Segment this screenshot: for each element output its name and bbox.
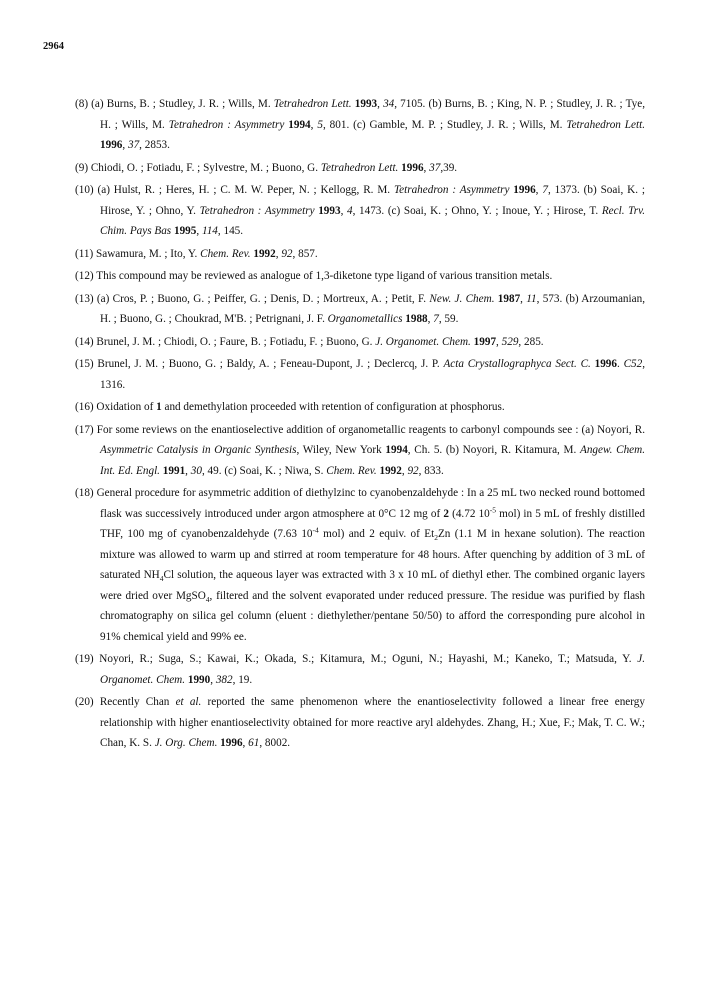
ref-15-text: . [616, 358, 624, 370]
ref-14-text: J. Organomet. Chem. [375, 335, 471, 348]
ref-10-text: , 145. [217, 225, 244, 237]
ref-13-text: Organometallics [327, 313, 403, 325]
ref-19-text: 1990 [187, 673, 211, 686]
ref-17-text: Asymmetric Catalysis in Organic Synthesis [100, 444, 297, 456]
ref-10-text: 4 [347, 204, 353, 217]
reference-list [75, 94, 645, 754]
ref-8-text: , [377, 98, 384, 110]
ref-13-text: 1988 [405, 313, 428, 325]
ref-17-text: , 49. (c) Soai, K. ; Niwa, S. [201, 464, 327, 477]
ref-17-text: 1994 [385, 444, 408, 456]
ref-8-text: Tetrahedron : Asymmetry [168, 118, 285, 131]
ref-14-text: 1997 [473, 335, 497, 348]
ref-18-text: mol) in 5 mL of freshly distilled THF, 100 mg of cyanobenzaldehyde (7.63 10 [100, 507, 646, 540]
ref-8-text: , [122, 139, 128, 151]
ref-18-text: -4 [312, 525, 319, 535]
ref-10-text: 7 [542, 184, 548, 196]
ref-19-text: (19) Noyori, R.; Suga, S.; Kawai, K.; Okada, S.; Kitamura, M.; Oguni, N.; Hayashi, M.; Kaneko, T.; Matsuda, Y. [75, 653, 638, 665]
ref-11-text: 92 [281, 247, 293, 260]
ref-13-text: , [427, 313, 434, 325]
ref-11 [75, 244, 645, 265]
ref-13 [75, 289, 645, 330]
ref-10-text: , 1373. (b) Soai, K. ; Hirose, Y. ; Ohno, Y. [100, 184, 645, 217]
ref-18-text: 4 [159, 574, 164, 584]
ref-10 [75, 180, 645, 242]
ref-13-text: New. J. Chem. [429, 292, 495, 305]
ref-18-text: 2 [443, 507, 449, 520]
ref-10-text: , [535, 184, 543, 196]
ref-10-text: , 1473. (c) Soai, K. ; Ohno, Y. ; Inoue, Y. ; Hirose, T. [352, 204, 602, 217]
ref-8 [75, 94, 645, 156]
ref-16-text: and demethylation proceeded with retention of configuration at phosphorus. [161, 401, 505, 413]
ref-10-text: 114 [201, 225, 218, 237]
ref-10-text: Recl. Trv. Chim. Pays Bas [100, 204, 646, 237]
ref-20-text: (20) Recently Chan [75, 696, 176, 708]
ref-18-text: -5 [489, 504, 497, 514]
ref-14-text: 529 [501, 335, 519, 348]
ref-19-text: , [210, 673, 216, 686]
ref-9-text: 1996 [401, 161, 424, 174]
ref-8-text: , [310, 118, 318, 131]
ref-10-text: , [340, 204, 347, 217]
ref-8-text: 1994 [288, 118, 311, 131]
ref-10-text: 1993 [318, 204, 341, 217]
ref-19-text: , 19. [232, 673, 253, 686]
ref-20-text: et al. [175, 696, 202, 708]
ref-9 [75, 158, 645, 179]
ref-17-text: , 833. [418, 464, 444, 477]
ref-13-text: , [520, 292, 527, 305]
ref-13-text: 1987 [497, 292, 521, 305]
ref-9-text: 37 [429, 161, 441, 174]
ref-14 [75, 332, 645, 353]
ref-8-text: , 2853. [139, 139, 170, 151]
ref-8-text: , 801. (c) Gamble, M. P. ; Studley, J. R. ; Wills, M. [322, 118, 567, 131]
ref-10-text: Tetrahedron : Asymmetry [393, 184, 510, 196]
ref-16 [75, 397, 645, 418]
ref-18-text: mol) and 2 equiv. of Et [318, 528, 435, 540]
ref-20-text: 1996 [220, 737, 243, 749]
ref-10-text: Tetrahedron : Asymmetry [199, 204, 315, 217]
ref-17-text: , Wiley, New York [296, 444, 386, 456]
ref-18-text: (4.72 10 [448, 507, 490, 520]
ref-18-text: 4 [205, 594, 210, 604]
ref-17-text: Angew. Chem. Int. Ed. Engl. [100, 444, 646, 477]
ref-19 [75, 649, 645, 690]
ref-8-text: Tetrahedron Lett. [273, 98, 352, 110]
ref-17-text: 1992 [379, 464, 402, 477]
ref-13-text: , 573. (b) Arzoumanian, H. ; Buono, G. ; Choukrad, M'B. ; Petrignani, J. F. [100, 292, 645, 325]
ref-18-text: , filtered and the solvent evaporated under reduced pressure. The residue was purified by flash chromatography on silica gel column (eluent : diethylether/pentane 50/50) to afford the corresponding pure alcohol in 91% chemical yield and 99% ee. [100, 589, 645, 643]
ref-18-text: (18) General procedure for asymmetric addition of diethylzinc to cyanobenzaldehyde : In a 25 mL two necked round bottomed flask was successively introduced under argon atmosphere at 0°C 12 mg of [75, 487, 645, 520]
ref-15-text: (15) Brunel, J. M. ; Buono, G. ; Baldy, A. ; Feneau-Dupont, J. ; Declercq, J. P. [75, 358, 444, 370]
ref-18-text: 2 [434, 533, 438, 543]
ref-13-text: , 59. [438, 313, 459, 325]
ref-19-text: J. Organomet. Chem. [100, 653, 645, 686]
ref-8-text: 5 [317, 118, 323, 131]
ref-11-text: Chem. Rev. [200, 247, 251, 260]
ref-8-text: 1993 [354, 98, 378, 110]
ref-8-text: Tetrahedron Lett. [566, 118, 646, 131]
ref-11-text: 1992 [253, 247, 276, 260]
ref-13-text: 11 [526, 292, 537, 305]
ref-17-text: , [185, 464, 191, 477]
ref-9-text: ,39. [440, 161, 458, 174]
ref-10-text: 1996 [513, 184, 536, 196]
ref-12 [75, 266, 645, 287]
ref-14-text: (14) Brunel, J. M. ; Chiodi, O. ; Faure, B. ; Fotiadu, F. ; Buono, G. [75, 335, 376, 348]
ref-8-text: , 7105. (b) Burns, B. ; King, N. P. ; Studley, J. R. ; Tye, H. ; Wills, M. [100, 98, 645, 131]
ref-20-text: , 8002. [259, 737, 291, 749]
ref-17-text: 1991 [162, 464, 186, 477]
ref-15-text: C52 [623, 358, 643, 370]
ref-12-text: (12) This compound may be reviewed as analogue of 1,3-diketone type ligand of various transition metals. [75, 270, 553, 282]
ref-14-text: , [496, 335, 502, 348]
ref-20-text: reported the same phenomenon where the enantioselectivity followed a linear free energy relationship with higher enantioselectivity obtained for more reactive aryl aldehydes. Zhang, H.; Xue, F.; Mak, T. C. W.; Chan, K. S. [100, 696, 645, 749]
ref-15 [75, 354, 645, 395]
ref-17-text: 30 [190, 464, 202, 477]
ref-17 [75, 420, 645, 482]
ref-20-text: 61 [248, 737, 260, 749]
ref-13-text: 7 [433, 313, 439, 325]
ref-8-text: (8) (a) Burns, B. ; Studley, J. R. ; Wills, M. [75, 98, 274, 110]
ref-9-text: , [423, 161, 430, 174]
ref-20 [75, 692, 645, 754]
ref-11-text: , 857. [292, 247, 318, 260]
ref-19-text: 382 [215, 673, 233, 686]
ref-10-text: (10) (a) Hulst, R. ; Heres, H. ; C. M. W. Peper, N. ; Kellogg, R. M. [75, 184, 394, 196]
ref-17-text: 92 [407, 464, 419, 477]
page-number: 2964 [43, 41, 64, 52]
ref-15-text: 1996 [594, 358, 617, 370]
ref-20-text: J. Org. Chem. [154, 737, 218, 749]
ref-10-text: , [196, 225, 202, 237]
ref-8-text: 34 [383, 98, 395, 110]
ref-16-text: (16) Oxidation of [75, 401, 157, 413]
ref-13-text: (13) (a) Cros, P. ; Buono, G. ; Peiffer, G. ; Denis, D. ; Mortreux, A. ; Petit, F. [75, 292, 430, 305]
ref-17-text: Chem. Rev. [326, 464, 377, 477]
ref-18-text: Cl solution, the aqueous layer was extracted with 3 x 10 mL of diethyl ether. The combined organic layers were dried over MgSO [100, 569, 645, 602]
ref-8-text: 1996 [100, 139, 123, 151]
ref-17-text: , [401, 464, 408, 477]
ref-10-text: 1995 [173, 225, 197, 237]
ref-15-text: Acta Crystallographyca Sect. C. [443, 358, 591, 370]
ref-8-text: 37 [127, 139, 140, 151]
ref-16-text: 1 [156, 401, 162, 413]
ref-17-text: (17) For some reviews on the enantioselective addition of organometallic reagents to carbonyl compounds see : (a) Noyori, R. [75, 423, 645, 436]
ref-14-text: , 285. [518, 335, 544, 348]
ref-18 [75, 483, 645, 647]
ref-9-text: Tetrahedron Lett. [320, 161, 399, 174]
ref-9-text: (9) Chiodi, O. ; Fotiadu, F. ; Sylvestre, M. ; Buono, G. [75, 161, 321, 174]
ref-18-text: Zn (1.1 M in hexane solution). The reaction mixture was allowed to warm up and stirred at room temperature for 48 hours. After quenching by addition of 3 mL of saturated NH [100, 528, 646, 581]
ref-15-text: , 1316. [100, 358, 646, 391]
ref-17-text: , Ch. 5. (b) Noyori, R. Kitamura, M. [407, 444, 580, 456]
ref-11-text: , [275, 247, 282, 260]
ref-11-text: (11) Sawamura, M. ; Ito, Y. [75, 247, 201, 260]
ref-20-text: , [242, 737, 249, 749]
